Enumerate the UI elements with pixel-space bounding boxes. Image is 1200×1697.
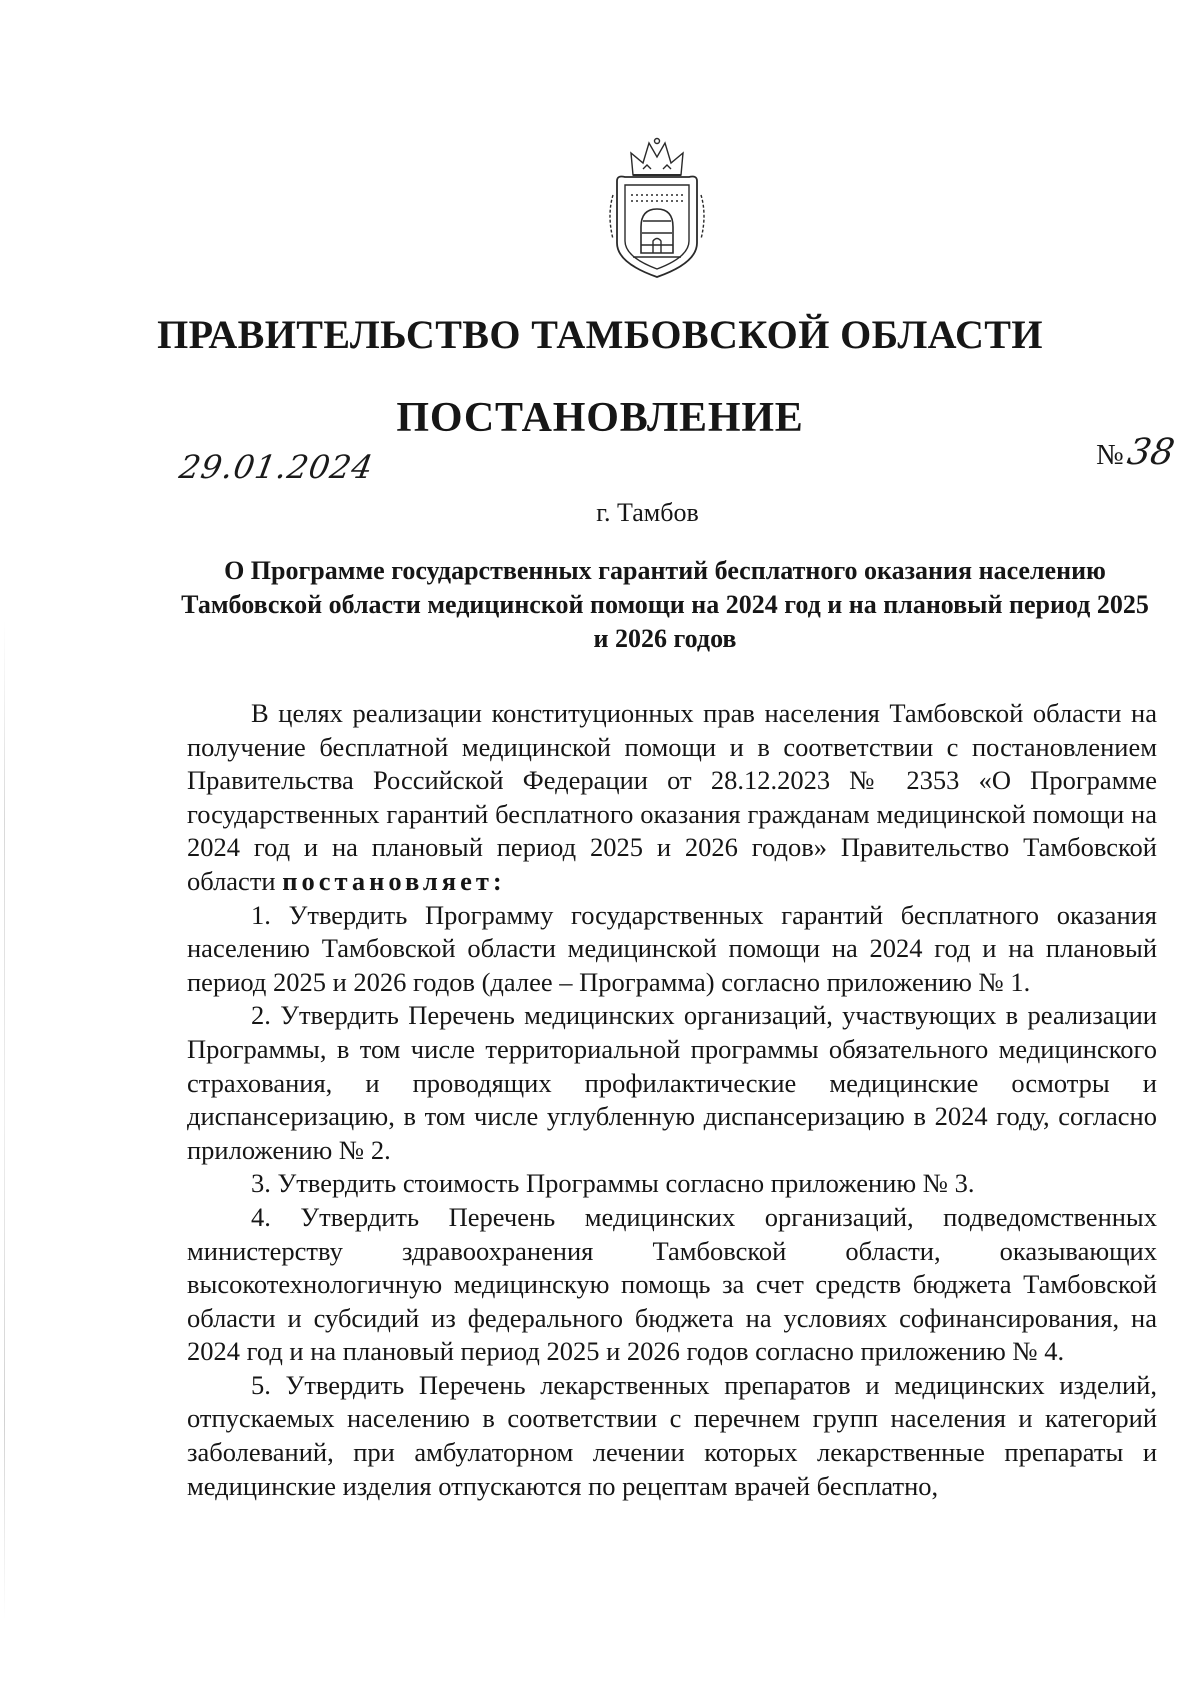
preamble-paragraph [187,697,1157,899]
clause-2: 2. Утвердить Перечень медицинских организаций, участвующих в реализации Программы, в том числе территориальной программы обязательного медицинского страхования, и проводящих профилактические медицинские осмотры и диспансеризацию, в том числе углубленную диспансеризацию в 2024 году, согласно приложению № 2. [187,1000,1157,1165]
document-date: 29.01.2024 [176,448,377,486]
resolves-word: постановляет: [282,865,506,896]
issue-city: г. Тамбов [596,498,699,527]
document-number [1096,432,1178,473]
clause-1: 1. Утвердить Программу государственных гарантий бесплатного оказания населению Тамбовской области медицинской помощи на 2024 год и на плановый период 2025 и 2026 годов (далее – Программа) согласно приложению № 1. [187,899,1157,997]
number-value: 38 [1124,432,1178,473]
clause-5: 5. Утвердить Перечень лекарственных препаратов и медицинских изделий, отпускаемых населению в соответствии с перечнем групп населения и категорий заболеваний, при амбулаторном лечении которых лекарственные препараты и медицинские изделия отпускаются по рецептам врачей бесплатно, [187,1369,1157,1501]
document-body [187,697,1157,1503]
preamble-text: В целях реализации конституционных прав населения Тамбовской области на получение бесплатной медицинской помощи и в соответствии с постановлением Правительства Российской Федерации от 28.12.2023 № 2353 «О Программе государственных гарантий бесплатного оказания гражданам медицинской помощи на 2024 год и на плановый период 2025 и 2026 годов» Правительство Тамбовской области [187,698,1157,896]
number-sign: № [1096,439,1124,471]
coat-of-arms-icon [603,135,711,283]
issuing-authority: ПРАВИТЕЛЬСТВО ТАМБОВСКОЙ ОБЛАСТИ [157,312,1043,357]
document-title: О Программе государственных гарантий бесплатного оказания населению Тамбовской области медицинской помощи на 2024 год и на плановый период 2025 и 2026 годов [181,556,1149,653]
clause-3: 3. Утвердить стоимость Программы согласно приложению № 3. [251,1168,975,1199]
document-type: ПОСТАНОВЛЕНИЕ [396,395,804,441]
clause-4: 4. Утвердить Перечень медицинских организаций, подведомственных министерству здравоохранения Тамбовской области, оказывающих высокотехнологичную медицинскую помощь за счет средств бюджета Тамбовской области и субсидий из федерального бюджета на условиях софинансирования, на 2024 год и на плановый период 2025 и 2026 годов согласно приложению № 4. [187,1201,1157,1367]
scan-edge-artifact [4,620,5,1620]
